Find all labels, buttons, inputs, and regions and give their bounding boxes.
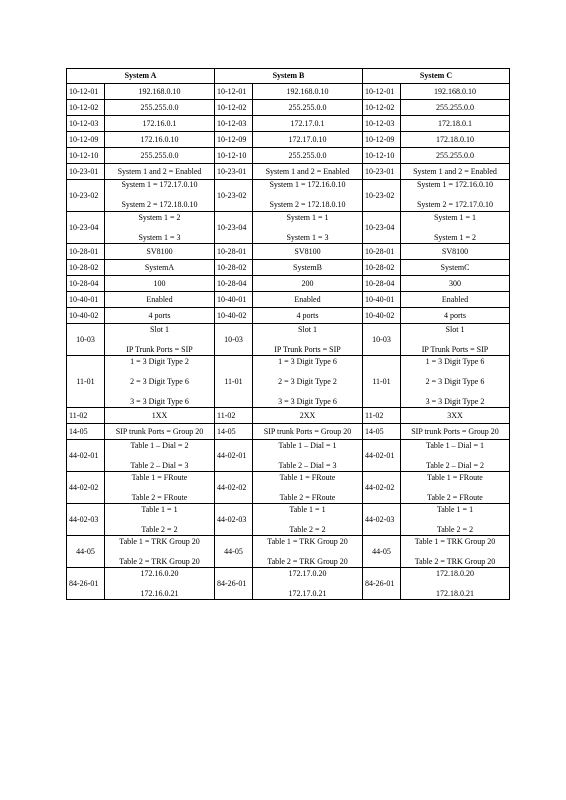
- system-c-program-code: 10-03: [363, 324, 401, 356]
- system-a-program-code: 10-23-04: [67, 212, 105, 244]
- table-row: [67, 504, 510, 536]
- system-b-setting-value: 192.168.0.10: [253, 84, 363, 100]
- system-c-program-code: 10-23-02: [363, 180, 401, 212]
- system-b-setting-value: SystemB: [253, 260, 363, 276]
- system-c-setting-value: 4 ports: [401, 308, 510, 324]
- table-row: [67, 116, 510, 132]
- system-a-program-code: 44-02-02: [67, 472, 105, 504]
- system-a-setting-value: Slot 1 IP Trunk Ports = SIP: [105, 324, 215, 356]
- table-row: [67, 424, 510, 440]
- system-a-setting-value: Table 1 = FRoute Table 2 = FRoute: [105, 472, 215, 504]
- system-c-program-code: 10-28-01: [363, 244, 401, 260]
- table-row: [67, 308, 510, 324]
- system-c-program-code: 44-05: [363, 536, 401, 568]
- system-a-setting-value: SV8100: [105, 244, 215, 260]
- table-row: [67, 440, 510, 472]
- system-b-setting-value: Table 1 = FRoute Table 2 = FRoute: [253, 472, 363, 504]
- system-b-setting-value: System 1 = 1 System 1 = 3: [253, 212, 363, 244]
- system-c-program-code: 10-12-02: [363, 100, 401, 116]
- table-row: [67, 148, 510, 164]
- system-b-program-code: 10-12-02: [215, 100, 253, 116]
- system-b-setting-value: 4 ports: [253, 308, 363, 324]
- system-b-setting-value: SIP trunk Ports = Group 20: [253, 424, 363, 440]
- system-a-setting-value: 255.255.0.0: [105, 148, 215, 164]
- system-a-setting-value: 172.16.0.10: [105, 132, 215, 148]
- system-c-setting-value: SIP trunk Ports = Group 20: [401, 424, 510, 440]
- system-a-header: System A: [67, 69, 215, 84]
- system-c-setting-value: Enabled: [401, 292, 510, 308]
- system-c-setting-value: System 1 = 172.16.0.10 System 2 = 172.17.0.10: [401, 180, 510, 212]
- system-b-setting-value: 172.17.0.10: [253, 132, 363, 148]
- system-c-program-code: 10-12-01: [363, 84, 401, 100]
- table-row: [67, 260, 510, 276]
- system-b-setting-value: Table 1 – Dial = 1 Table 2 – Dial = 3: [253, 440, 363, 472]
- system-b-program-code: 10-12-10: [215, 148, 253, 164]
- system-a-setting-value: Table 1 = 1 Table 2 = 2: [105, 504, 215, 536]
- system-b-program-code: 10-40-02: [215, 308, 253, 324]
- system-c-setting-value: Table 1 – Dial = 1 Table 2 – Dial = 2: [401, 440, 510, 472]
- system-b-program-code: 10-12-03: [215, 116, 253, 132]
- table-row: [67, 212, 510, 244]
- table-row: [67, 472, 510, 504]
- system-a-program-code: 10-12-10: [67, 148, 105, 164]
- system-c-setting-value: Slot 1 IP Trunk Ports = SIP: [401, 324, 510, 356]
- system-b-setting-value: SV8100: [253, 244, 363, 260]
- system-a-program-code: 44-02-01: [67, 440, 105, 472]
- system-c-setting-value: SV8100: [401, 244, 510, 260]
- system-c-program-code: 44-02-02: [363, 472, 401, 504]
- system-a-program-code: 10-03: [67, 324, 105, 356]
- system-c-setting-value: 172.18.0.10: [401, 132, 510, 148]
- table-row: [67, 100, 510, 116]
- table-row: [67, 536, 510, 568]
- system-a-setting-value: SIP trunk Ports = Group 20: [105, 424, 215, 440]
- system-c-header: System C: [363, 69, 510, 84]
- system-a-setting-value: 172.16.0.1: [105, 116, 215, 132]
- system-b-program-code: 11-02: [215, 408, 253, 424]
- system-b-program-code: 10-23-01: [215, 164, 253, 180]
- system-a-program-code: 10-12-09: [67, 132, 105, 148]
- table-row: [67, 324, 510, 356]
- system-c-program-code: 84-26-01: [363, 568, 401, 600]
- system-a-program-code: 10-12-03: [67, 116, 105, 132]
- system-b-program-code: 10-12-09: [215, 132, 253, 148]
- system-c-setting-value: SystemC: [401, 260, 510, 276]
- system-c-program-code: 44-02-03: [363, 504, 401, 536]
- system-c-setting-value: System 1 = 1 System 1 = 2: [401, 212, 510, 244]
- table-row: [67, 164, 510, 180]
- system-a-setting-value: Table 1 – Dial = 2 Table 2 – Dial = 3: [105, 440, 215, 472]
- system-c-program-code: 10-28-02: [363, 260, 401, 276]
- system-c-program-code: 10-40-01: [363, 292, 401, 308]
- system-a-program-code: 44-05: [67, 536, 105, 568]
- table-row: [67, 132, 510, 148]
- system-a-program-code: 14-05: [67, 424, 105, 440]
- system-b-setting-value: System 1 and 2 = Enabled: [253, 164, 363, 180]
- system-b-setting-value: 255.255.0.0: [253, 148, 363, 164]
- system-c-program-code: 10-23-01: [363, 164, 401, 180]
- table-row: [67, 180, 510, 212]
- system-b-program-code: 10-03: [215, 324, 253, 356]
- system-a-setting-value: SystemA: [105, 260, 215, 276]
- system-b-setting-value: 1 = 3 Digit Type 6 2 = 3 Digit Type 2 3 = 3 Digit Type 6: [253, 356, 363, 408]
- system-c-program-code: 10-28-04: [363, 276, 401, 292]
- header-row: [67, 69, 510, 84]
- system-a-program-code: 10-23-02: [67, 180, 105, 212]
- table-row: [67, 244, 510, 260]
- system-c-program-code: 10-12-09: [363, 132, 401, 148]
- system-c-program-code: 11-01: [363, 356, 401, 408]
- system-a-program-code: 10-40-01: [67, 292, 105, 308]
- system-a-program-code: 44-02-03: [67, 504, 105, 536]
- system-a-setting-value: System 1 = 2 System 1 = 3: [105, 212, 215, 244]
- system-c-program-code: 44-02-01: [363, 440, 401, 472]
- system-a-setting-value: 100: [105, 276, 215, 292]
- table-row: [67, 276, 510, 292]
- system-c-program-code: 10-12-03: [363, 116, 401, 132]
- system-a-setting-value: 1 = 3 Digit Type 2 2 = 3 Digit Type 6 3 = 3 Digit Type 6: [105, 356, 215, 408]
- system-b-setting-value: 200: [253, 276, 363, 292]
- system-b-program-code: 11-01: [215, 356, 253, 408]
- system-a-program-code: 10-12-02: [67, 100, 105, 116]
- system-b-setting-value: System 1 = 172.16.0.10 System 2 = 172.18.0.10: [253, 180, 363, 212]
- system-c-setting-value: 255.255.0.0: [401, 100, 510, 116]
- system-b-program-code: 14-05: [215, 424, 253, 440]
- system-config-table: [66, 68, 510, 600]
- system-b-program-code: 84-26-01: [215, 568, 253, 600]
- system-a-setting-value: 1XX: [105, 408, 215, 424]
- system-a-setting-value: 4 ports: [105, 308, 215, 324]
- system-b-program-code: 10-40-01: [215, 292, 253, 308]
- system-a-setting-value: System 1 and 2 = Enabled: [105, 164, 215, 180]
- system-a-program-code: 10-28-04: [67, 276, 105, 292]
- system-a-setting-value: 172.16.0.20 172.16.0.21: [105, 568, 215, 600]
- system-c-setting-value: Table 1 = 1 Table 2 = 2: [401, 504, 510, 536]
- system-b-setting-value: 172.17.0.1: [253, 116, 363, 132]
- system-b-program-code: 10-23-02: [215, 180, 253, 212]
- system-b-setting-value: Slot 1 IP Trunk Ports = SIP: [253, 324, 363, 356]
- system-b-program-code: 10-23-04: [215, 212, 253, 244]
- table-row: [67, 408, 510, 424]
- system-b-setting-value: 255.255.0.0: [253, 100, 363, 116]
- system-b-setting-value: 172.17.0.20 172.17.0.21: [253, 568, 363, 600]
- system-c-program-code: 10-40-02: [363, 308, 401, 324]
- table-row: [67, 292, 510, 308]
- system-c-setting-value: 3XX: [401, 408, 510, 424]
- system-a-program-code: 11-02: [67, 408, 105, 424]
- system-c-setting-value: System 1 and 2 = Enabled: [401, 164, 510, 180]
- system-a-program-code: 11-01: [67, 356, 105, 408]
- system-b-program-code: 10-28-01: [215, 244, 253, 260]
- system-c-setting-value: 192.168.0.10: [401, 84, 510, 100]
- system-b-setting-value: Enabled: [253, 292, 363, 308]
- system-c-program-code: 10-23-04: [363, 212, 401, 244]
- system-b-program-code: 44-02-01: [215, 440, 253, 472]
- system-b-program-code: 44-02-03: [215, 504, 253, 536]
- system-b-program-code: 10-28-02: [215, 260, 253, 276]
- system-c-setting-value: 300: [401, 276, 510, 292]
- system-c-program-code: 10-12-10: [363, 148, 401, 164]
- system-a-program-code: 10-28-01: [67, 244, 105, 260]
- system-b-setting-value: Table 1 = 1 Table 2 = 2: [253, 504, 363, 536]
- system-a-program-code: 84-26-01: [67, 568, 105, 600]
- system-a-program-code: 10-40-02: [67, 308, 105, 324]
- table-row: [67, 568, 510, 600]
- system-c-setting-value: 1 = 3 Digit Type 6 2 = 3 Digit Type 6 3 = 3 Digit Type 2: [401, 356, 510, 408]
- system-a-program-code: 10-28-02: [67, 260, 105, 276]
- system-b-header: System B: [215, 69, 363, 84]
- system-a-setting-value: Enabled: [105, 292, 215, 308]
- system-a-setting-value: 255.255.0.0: [105, 100, 215, 116]
- system-b-program-code: 10-28-04: [215, 276, 253, 292]
- system-b-program-code: 10-12-01: [215, 84, 253, 100]
- system-a-setting-value: System 1 = 172.17.0.10 System 2 = 172.18.0.10: [105, 180, 215, 212]
- system-a-setting-value: Table 1 = TRK Group 20 Table 2 = TRK Group 20: [105, 536, 215, 568]
- system-b-setting-value: Table 1 = TRK Group 20 Table 2 = TRK Group 20: [253, 536, 363, 568]
- system-b-program-code: 44-02-02: [215, 472, 253, 504]
- table-row: [67, 84, 510, 100]
- system-c-setting-value: 172.18.0.20 172.18.0.21: [401, 568, 510, 600]
- system-b-setting-value: 2XX: [253, 408, 363, 424]
- system-a-setting-value: 192.168.0.10: [105, 84, 215, 100]
- system-c-setting-value: Table 1 = FRoute Table 2 = FRoute: [401, 472, 510, 504]
- system-c-setting-value: 255.255.0.0: [401, 148, 510, 164]
- system-c-setting-value: Table 1 = TRK Group 20 Table 2 = TRK Group 20: [401, 536, 510, 568]
- table-row: [67, 356, 510, 408]
- system-a-program-code: 10-12-01: [67, 84, 105, 100]
- system-a-program-code: 10-23-01: [67, 164, 105, 180]
- system-c-program-code: 14-05: [363, 424, 401, 440]
- system-c-program-code: 11-02: [363, 408, 401, 424]
- system-b-program-code: 44-05: [215, 536, 253, 568]
- system-c-setting-value: 172.18.0.1: [401, 116, 510, 132]
